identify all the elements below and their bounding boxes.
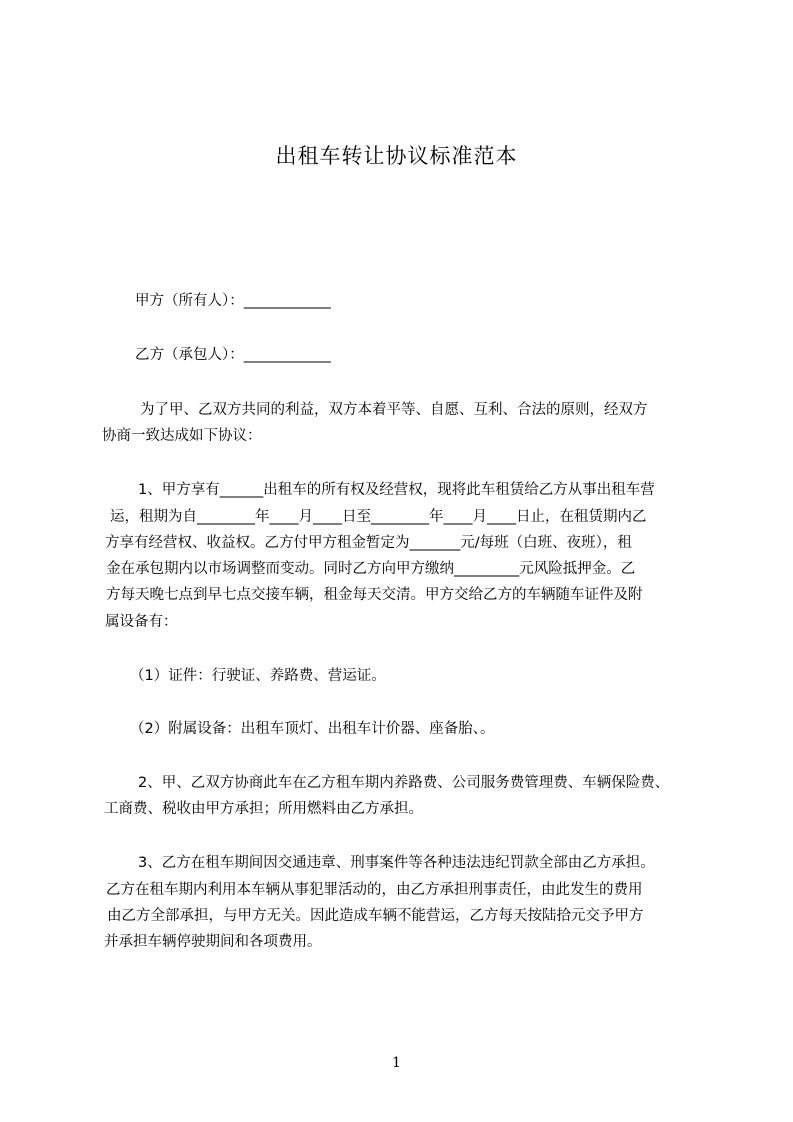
clause-1-line: 1、甲方享有______出租车的所有权及经营权，现将此车租赁给乙方从事出租车营 [138, 482, 655, 498]
intro-line: 为了甲、乙双方共同的利益，双方本着平等、自愿、互利、合法的原则，经双方 [140, 402, 648, 418]
clause-1-line: 运，租期为自________年____月____日至________年____月____日止，在租赁期内乙 [110, 509, 647, 525]
clause-3-line: 乙方在租车期内利用本车辆从事犯罪活动的，由乙方承担刑事责任，由此发生的费用 [106, 882, 643, 898]
intro-line: 协商一致达成如下协议： [102, 428, 262, 444]
clause-3-line: 由乙方全部承担，与甲方无关。因此造成车辆不能营运，乙方每天按陆拾元交予甲方 [107, 908, 644, 924]
page-number: 1 [392, 1055, 401, 1071]
clause-3-line: 3、乙方在租车期间因交通违章、刑事案件等各种违法违纪罚款全部由乙方承担。 [138, 855, 655, 871]
clause-3-line: 并承担车辆停驶期间和各项费用。 [104, 934, 322, 950]
clause-1-line: 方享有经营权、收益权。乙方付甲方租金暂定为_______元/每班（白班、夜班），租 [105, 535, 632, 551]
party-a-line: 甲方（所有人）：____________ [135, 293, 331, 309]
clause-1-line: 金在承包期内以市场调整而变动。同时乙方向甲方缴纳_________元风险抵押金。乙 [106, 561, 636, 577]
document-title: 出租车转让协议标准范本 [275, 144, 518, 168]
attachment-item-1: （1）证件：行驶证、养路费、营运证。 [130, 668, 386, 684]
clause-2-line: 2、甲、乙双方协商此车在乙方租车期内养路费、公司服务费管理费、车辆保险费、 [138, 775, 670, 791]
party-b-line: 乙方（承包人）：____________ [135, 347, 331, 363]
attachment-item-2: （2）附属设备：出租车顶灯、出租车计价器、座备胎、。 [130, 721, 495, 737]
clause-1-line: 方每天晚七点到早七点交接车辆，租金每天交清。甲方交给乙方的车辆随车证件及附 [106, 587, 643, 603]
clause-2-line: 工商费、税收由甲方承担；所用燃料由乙方承担。 [104, 801, 423, 817]
clause-1-line: 属设备有： [105, 614, 178, 630]
